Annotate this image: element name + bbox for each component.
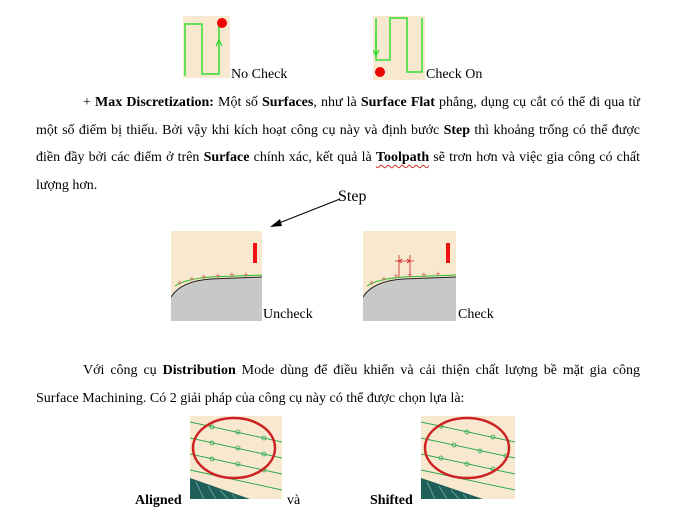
- bullet: +: [83, 95, 95, 110]
- svg-text:+: +: [229, 271, 235, 279]
- check-label: Check: [458, 307, 494, 322]
- distribution-mode-paragraph: [36, 357, 640, 412]
- text-segment: , như là: [313, 95, 361, 110]
- svg-text:+: +: [381, 275, 387, 283]
- term-step: Step: [443, 122, 471, 138]
- svg-text:+: +: [215, 272, 221, 280]
- shifted-figure: [421, 416, 515, 499]
- aligned-label: Aligned: [135, 493, 182, 508]
- no-check-figure: [183, 16, 230, 78]
- term-surface-flat: Surface Flat: [360, 95, 435, 110]
- svg-text:+: +: [393, 272, 399, 280]
- svg-text:+: +: [177, 279, 183, 287]
- svg-text:+: +: [201, 273, 207, 281]
- check-figure: [363, 231, 456, 321]
- text-segment: phẳng, dụng cụ cắt có thể đi qua từ một số điểm bị thiếu. Bởi vậy khi kích hoạt công cụ này và định bước: [36, 95, 640, 138]
- aligned-figure: [190, 416, 282, 499]
- check-on-label: Check On: [426, 67, 483, 82]
- uncheck-surface-diagram: [171, 231, 262, 321]
- check-on-figure: [373, 16, 425, 80]
- svg-text:+: +: [407, 271, 413, 279]
- max-discretization-paragraph: [36, 89, 640, 199]
- uncheck-label: Uncheck: [263, 307, 313, 322]
- svg-text:+: +: [243, 271, 249, 279]
- no-check-label: No Check: [231, 67, 288, 82]
- conjunction-va: và: [287, 493, 301, 508]
- term-surface: Surface: [203, 150, 250, 165]
- shifted-distribution-diagram: [421, 416, 515, 499]
- text-segment: chính xác, kết quả là: [249, 150, 376, 165]
- svg-text:+: +: [421, 271, 427, 279]
- svg-text:+: +: [189, 275, 195, 283]
- text-segment: thì khoảng trống có thể được điền đầy bởi các điểm ở trên: [36, 122, 640, 165]
- check-on-toolpath-diagram: [373, 16, 425, 80]
- check-surface-diagram: [363, 231, 456, 321]
- shifted-label: Shifted: [370, 493, 413, 508]
- term-toolpath: Toolpath: [375, 150, 430, 165]
- step-arrow: [264, 196, 344, 232]
- term-max-discretization: Max Discretization:: [95, 95, 214, 110]
- uncheck-figure: [171, 231, 262, 321]
- term-distribution: Distribution: [162, 363, 236, 378]
- text-segment: Với công cụ: [83, 363, 163, 378]
- text-segment: Mode dùng để điều khiển và cải thiện chất lượng bề mặt gia công Surface Machining. Có 2 giải pháp của công cụ này có thể được chọn lựa là:: [36, 363, 640, 406]
- svg-text:+: +: [435, 270, 441, 278]
- svg-text:+: +: [369, 279, 375, 287]
- aligned-distribution-diagram: [190, 416, 282, 499]
- term-surfaces: Surfaces: [262, 95, 314, 110]
- text-segment: Một số: [213, 95, 263, 110]
- text-segment: sẽ trơn hơn và việc gia công có chất lượng hơn.: [36, 150, 640, 193]
- step-label: Step: [338, 188, 367, 205]
- no-check-toolpath-diagram: [183, 16, 230, 78]
